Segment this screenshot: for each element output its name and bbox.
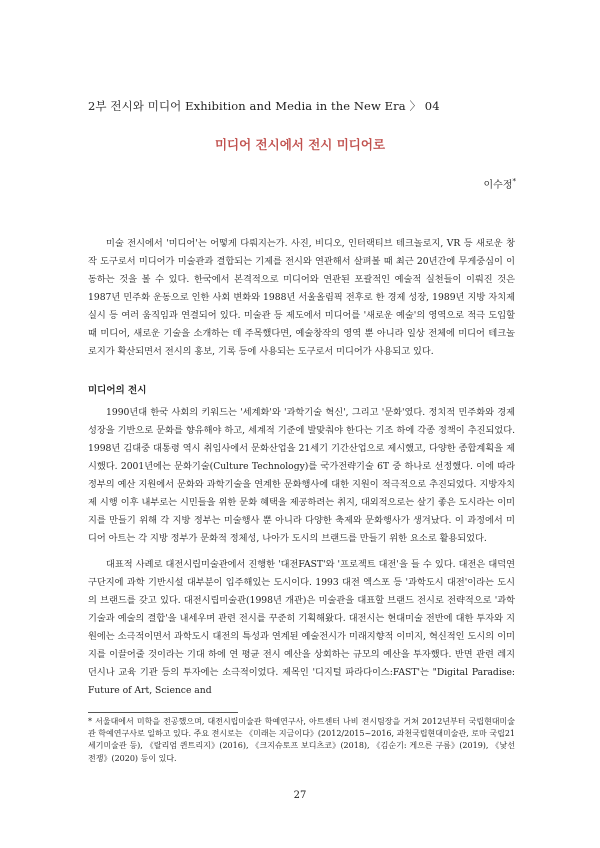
author-footnote-mark: * <box>512 177 516 186</box>
author-byline <box>484 176 516 191</box>
running-head: 2부 전시와 미디어 Exhibition and Media in the New Era 〉 04 <box>88 99 440 113</box>
author-name: 이수정 <box>483 180 513 191</box>
footnote: * 서울대에서 미학을 전공했으며, 대전시립미술관 학예연구사, 아트센터 나비 전시팀장을 거쳐 2012년부터 국립현대미술관 학예연구사로 일하고 있다. 주요 전시로는 《미래는 지금이다》(2012/2015~2016, 과천국립현대미술관, 로마 국립21세기미술관 등), 《랄리엄 퀸트리지》(2016), 《크지슈토프 보디츠코》(2018), 《김순기: 게으른 구름》(2019), 《낯선 전쟁》(2020) 등이 있다. <box>88 717 515 763</box>
footnote-divider <box>88 712 238 713</box>
article-title: 미디어 전시에서 전시 미디어로 <box>214 137 386 152</box>
intro-paragraph: 미술 전시에서 '미디어'는 어떻게 다뤄지는가. 사진, 비디오, 인터랙티브 테크놀로지, VR 등 새로운 창작 도구로서 미디어가 미술관과 결합되는 기제를 전시와 연관해서 살펴볼 때 최근 20년간에 무게중심이 이동하는 것을 볼 수 있다. 한국에서 본격적으로 미디어와 연관된 포괄적인 예술적 실천들이 이뤄진 것은 1987년 민주화 운동으로 인한 사회 변화와 1988년 서울올림픽 전후로 한 경제 성장, 1989년 지방 자치제 실시 등 여러 움직임과 연결되어 있다. 미술관 등 제도에서 미디어를 '새로운 예술'의 영역으로 적극 도입할 때 미디어, 새로운 기술을 소개하는 데 주목했다면, 예술창작의 영역 뿐 아니라 일상 전체에 미디어 테크놀로지가 확산되면서 전시의 홍보, 기록 등에 사용되는 도구로서 미디어가 사용되고 있다. <box>88 238 515 357</box>
section-heading: 미디어의 전시 <box>88 385 147 396</box>
body-paragraph-1: 1990년대 한국 사회의 키워드는 '세계화'와 '과학기술 혁신', 그리고 '문화'였다. 정치적 민주화와 경제성장을 기반으로 문화를 향유해야 하고, 세계적 기준에 발맞춰야 한다는 기조 하에 각종 정책이 추진되었다. 1998년 김대중 대통령 역시 취임사에서 문화산업을 21세기 기간산업으로 제시했고, 다양한 종합계획을 제시했다. 2001년에는 문화기술(Culture Technology)를 국가전략기술 6T 중 하나로 선정했다. 이에 따라 정부의 예산 지원에서 문화와 과학기술을 연계한 문화행사에 대한 지원이 적극적으로 추진되었다. 지방자치제 시행 이후 내부로는 시민들을 위한 문화 혜택을 제공하려는 취지, 대외적으로는 살기 좋은 도시라는 이미지를 만들기 위해 각 지방 정부는 미술행사 뿐 아니라 다양한 축제와 문화행사가 생겨났다. 이 과정에서 미디어 아트는 각 지방 정부가 문화적 정체성, 나아가 도시의 브랜드를 만들기 위한 요소로 활용되었다. <box>88 407 515 544</box>
page-number: 27 <box>293 790 307 801</box>
body-paragraph-2: 대표적 사례로 대전시립미술관에서 진행한 '대전FAST'와 '프로젝트 대전'을 들 수 있다. 대전은 대덕연구단지에 과학 기반시설 대부분이 입주해있는 도시이다. 1993 대전 엑스포 등 '과학도시 대전'이라는 도시의 브랜드를 갖고 있다. 대전시립미술관(1998년 개관)은 미술관을 대표할 브랜드 전시로 전략적으로 '과학기술과 예술의 결합'을 내세우며 관련 전시를 꾸준히 기획해왔다. 대전시는 현대미술 전반에 대한 투자와 지원에는 소극적이면서 과학도시 대전의 특성과 연계된 예술전시가 미래지향적 이미지, 혁신적인 도시의 이미지를 이끌어줄 것이라는 기대 하에 연 평균 전시 예산을 상회하는 규모의 예산을 투자했다. 반면 관련 레지던시나 교육 기관 등의 투자에는 소극적이었다. 제목인 '디지털 파라다이스:FAST'는 "Digital Paradise: Future of Art, Science and <box>88 559 516 696</box>
